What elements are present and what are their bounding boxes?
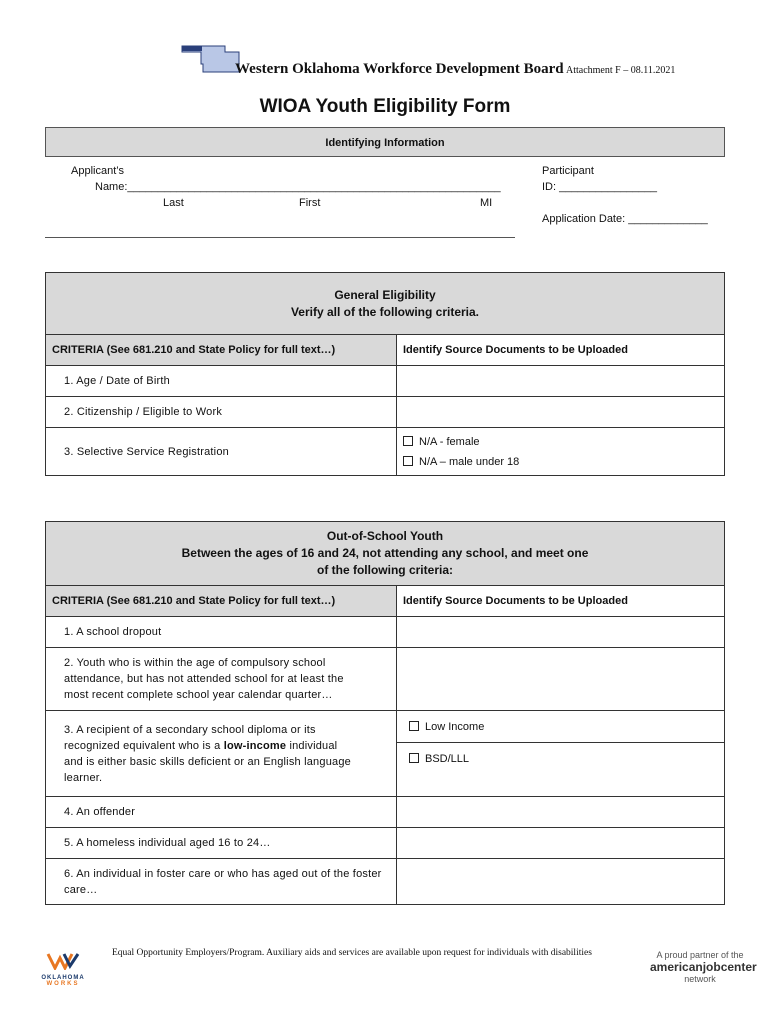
mi-label: MI bbox=[480, 197, 493, 209]
applicant-label: Applicant’s bbox=[71, 165, 124, 177]
na-male-option[interactable] bbox=[403, 452, 724, 472]
low-income-option[interactable] bbox=[397, 711, 725, 743]
oos-row-foster bbox=[46, 859, 397, 905]
attachment-label: Attachment F – 08.11.2021 bbox=[566, 65, 676, 76]
general-row-age-docs[interactable] bbox=[397, 366, 725, 397]
na-female-option[interactable] bbox=[403, 432, 724, 452]
oos-row-offender: 4. An offender bbox=[46, 797, 397, 828]
general-row-citizenship-docs[interactable] bbox=[397, 397, 725, 428]
checkbox-icon[interactable] bbox=[403, 456, 413, 466]
oos-row2-line1: 2. Youth who is within the age of compulsory school bbox=[64, 657, 326, 669]
oos-row-compulsory bbox=[46, 648, 397, 711]
equal-opportunity-notice: Equal Opportunity Employers/Program. Auxiliary aids and services are available upon request for individuals with disabilities bbox=[112, 948, 592, 958]
general-heading-line2: Verify all of the following criteria. bbox=[290, 304, 480, 319]
oos-row-foster-docs[interactable] bbox=[397, 859, 725, 905]
oos-heading-line3: of the following criteria: bbox=[316, 563, 453, 577]
oos-heading-line2: Between the ages of 16 and 24, not attending any school, and meet one bbox=[181, 546, 589, 560]
oos-row6-line2: care… bbox=[64, 883, 98, 896]
identifying-section bbox=[45, 127, 725, 237]
bsd-lll-label: BSD/LLL bbox=[425, 753, 470, 765]
oos-col-criteria: CRITERIA (See 681.210 and State Policy for full text…) bbox=[46, 586, 397, 617]
oos-row-offender-docs[interactable] bbox=[397, 797, 725, 828]
low-income-bold: low-income bbox=[223, 739, 287, 752]
first-label: First bbox=[299, 197, 321, 209]
oos-row-diploma bbox=[46, 711, 397, 797]
org-name: Western Oklahoma Workforce Development Board bbox=[235, 61, 564, 77]
oos-row-homeless-docs[interactable] bbox=[397, 828, 725, 859]
form-title: WIOA Youth Eligibility Form bbox=[259, 96, 511, 117]
oos-row3-line3: and is either basic skills deficient or an English language bbox=[64, 755, 351, 768]
oos-col-documents: Identify Source Documents to be Uploaded bbox=[397, 586, 725, 617]
checkbox-icon[interactable] bbox=[403, 436, 413, 446]
oos-row2-line3: most recent complete school year calendar quarter… bbox=[64, 689, 333, 701]
oklahoma-map-logo bbox=[181, 44, 241, 76]
last-label: Last bbox=[163, 197, 184, 209]
oklahoma-text: OKLAHOMA bbox=[41, 975, 85, 981]
oos-row-dropout: 1. A school dropout bbox=[46, 617, 397, 648]
general-heading bbox=[46, 273, 725, 335]
oos-table bbox=[45, 521, 725, 905]
identifying-heading: Identifying Information bbox=[45, 127, 725, 157]
general-heading-line1: General Eligibility bbox=[334, 287, 436, 302]
oos-row2-line2: attendance, but has not attended school for at least the bbox=[64, 673, 344, 685]
checkbox-icon[interactable] bbox=[409, 721, 419, 731]
oklahoma-works-logo bbox=[38, 952, 88, 987]
oos-row3-line2a: recognized equivalent who is a bbox=[64, 739, 224, 752]
general-eligibility-table bbox=[45, 272, 725, 476]
oos-row-compulsory-docs[interactable] bbox=[397, 648, 725, 711]
partner-line3: network bbox=[684, 974, 716, 984]
ajc-partner-logo bbox=[650, 950, 757, 984]
oos-heading-line1: Out-of-School Youth bbox=[326, 529, 444, 543]
oos-row3-line2 bbox=[64, 738, 396, 754]
partner-line2: americanjobcenter bbox=[650, 960, 757, 974]
partner-line1: A proud partner of the bbox=[656, 950, 744, 960]
oos-row3-line2c: individual bbox=[286, 739, 338, 752]
oos-heading bbox=[46, 522, 725, 586]
bsd-lll-option[interactable] bbox=[397, 743, 725, 797]
participant-label: Participant bbox=[542, 165, 594, 177]
oos-row-dropout-docs[interactable] bbox=[397, 617, 725, 648]
general-row-selective-service: 3. Selective Service Registration bbox=[46, 428, 397, 476]
general-row-selective-service-docs bbox=[397, 428, 725, 476]
participant-id-field[interactable]: ID: ________________ bbox=[542, 181, 657, 193]
oos-row3-line1: 3. A recipient of a secondary school diploma or its bbox=[64, 723, 316, 736]
oos-row3-line4: learner. bbox=[64, 771, 103, 784]
general-row-citizenship: 2. Citizenship / Eligible to Work bbox=[46, 397, 397, 428]
general-col-documents: Identify Source Documents to be Uploaded bbox=[397, 335, 725, 366]
oklahoma-works-icon bbox=[46, 952, 80, 970]
application-date-field[interactable]: Application Date: _____________ bbox=[542, 213, 708, 225]
na-female-label: N/A - female bbox=[419, 435, 480, 448]
oos-row6-line1: 6. An individual in foster care or who has aged out of the foster bbox=[64, 867, 382, 880]
checkbox-icon[interactable] bbox=[409, 753, 419, 763]
applicant-name-field[interactable]: Name:_____________________________________________________________ bbox=[95, 181, 501, 193]
na-male-label: N/A – male under 18 bbox=[419, 455, 520, 468]
low-income-label: Low Income bbox=[425, 720, 485, 733]
works-text: WORKS bbox=[46, 981, 80, 987]
general-row-age: 1. Age / Date of Birth bbox=[46, 366, 397, 397]
general-col-criteria: CRITERIA (See 681.210 and State Policy for full text…) bbox=[46, 335, 397, 366]
oos-row-homeless: 5. A homeless individual aged 16 to 24… bbox=[46, 828, 397, 859]
